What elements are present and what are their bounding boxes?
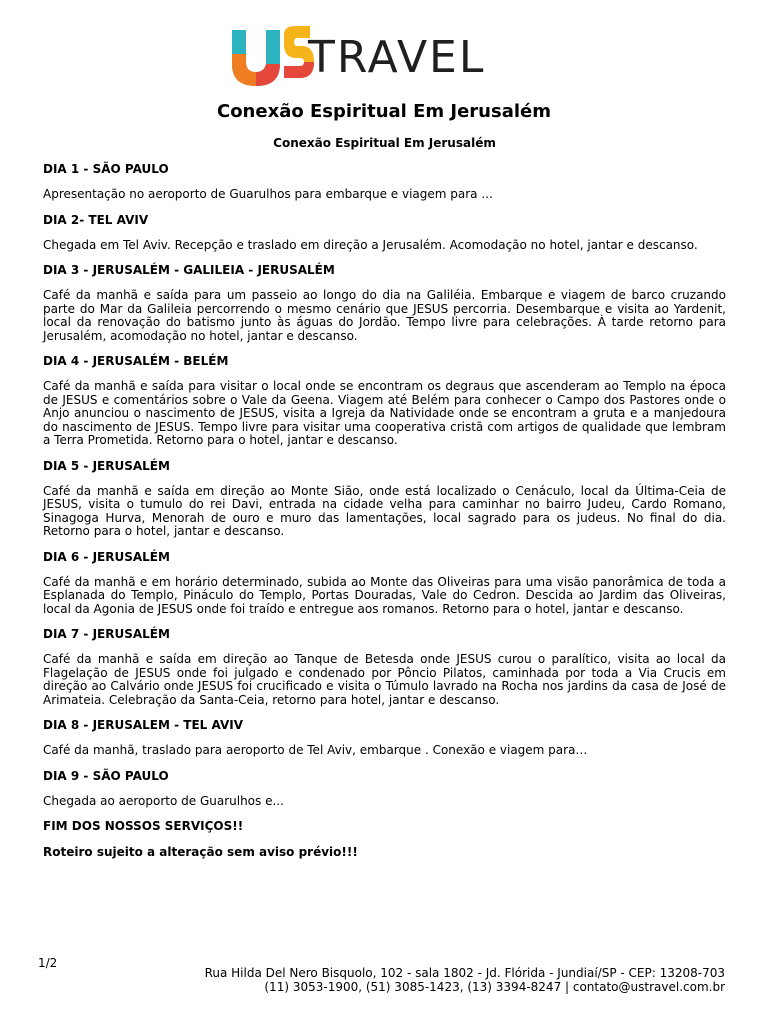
closing-disclaimer: Roteiro sujeito a alteração sem aviso prévio!!! <box>43 845 358 859</box>
footer-contact: (11) 3053-1900, (51) 3085-1423, (13) 3394-8247 | contato@ustravel.com.br <box>264 980 725 994</box>
day-heading: DIA 2- TEL AVIV <box>43 212 149 227</box>
day-description: Café da manhã e em horário determinado, subida ao Monte das Oliveiras para uma visão panorâmica de toda a Esplanada do Templo, Pináculo do Templo, Portas Douradas, Vale do Cedron. Descida ao Jardim das Oliveiras, local da Agonia de JESUS onde foi traído e entregue aos romanos. Retorno para o hotel, jantar e descanso. <box>43 574 726 616</box>
page-title: Conexão Espiritual Em Jerusalém <box>216 101 551 122</box>
day-description: Café da manhã e saída para um passeio ao longo do dia na Galiléia. Embarque e viagem de barco cruzando parte do Mar da Galileia percorrendo o mesmo cenário que JESUS percorria. Desembarque e visita ao Yardenit, local da renovação do batismo junto às águas do Jordão. Tempo livre para celebrações. À tarde retorno para Jerusalém, acomodação no hotel, jantar e descanso. <box>43 288 726 343</box>
day-description: Café da manhã, traslado para aeroporto de Tel Aviv, embarque . Conexão e viagem para… <box>43 743 588 757</box>
day-5 <box>43 459 726 539</box>
day-8 <box>43 718 726 758</box>
closing-services-end: FIM DOS NOSSOS SERVIÇOS!! <box>43 819 244 833</box>
day-heading: DIA 4 - JERUSALÉM - BELÉM <box>43 354 229 368</box>
day-4 <box>43 354 726 448</box>
day-heading: DIA 3 - JERUSALÉM - GALILEIA - JERUSALÉM <box>43 263 335 277</box>
day-heading: DIA 5 - JERUSALÉM <box>43 458 170 473</box>
day-heading: DIA 1 - SÃO PAULO <box>43 162 169 176</box>
document-subtitle: Conexão Espiritual Em Jerusalém <box>273 136 496 150</box>
day-description: Café da manhã e saída para visitar o local onde se encontram os degraus que ascenderam ao Templo na época de JESUS e comentários sobre o Vale da Geena. Viagem até Belém para conhecer o Campo dos Pastores onde o Anjo anunciou o nascimento de JESUS, visita a Igreja da Natividade onde se encontram a gruta e a manjedoura do nascimento de JESUS. Tempo livre para visitar uma cooperativa cristã com artigos de qualidade que lembram a Terra Prometida. Retorno para o hotel, jantar e descanso. <box>43 379 726 447</box>
day-9 <box>43 769 726 809</box>
us-logo-mark-icon <box>228 24 318 90</box>
day-description: Chegada em Tel Aviv. Recepção e traslado em direção a Jerusalém. Acomodação no hotel, jantar e descanso. <box>43 237 698 252</box>
day-6 <box>43 550 726 617</box>
day-3 <box>43 263 726 343</box>
day-description: Café da manhã e saída em direção ao Monte Sião, onde está localizado o Cenáculo, local da Última-Ceia de JESUS, visita o tumulo do rei Davi, entrada na cidade velha para caminhar no bairro Judeu, Cardo Romano, Sinagoga Hurva, Menorah de ouro e muro das lamentações, local sagrado para os judeus. No final do dia. Retorno para o hotel, jantar e descanso. <box>43 483 726 538</box>
ustravel-logo <box>228 24 540 90</box>
day-description: Apresentação no aeroporto de Guarulhos para embarque e viagem para ... <box>43 187 493 201</box>
day-heading: DIA 9 - SÃO PAULO <box>43 768 169 783</box>
day-description: Chegada ao aeroporto de Guarulhos e... <box>43 793 284 808</box>
footer <box>205 966 725 994</box>
day-heading: DIA 6 - JERUSALÉM <box>43 549 170 564</box>
day-2 <box>43 213 726 253</box>
day-description: Café da manhã e saída em direção ao Tanque de Betesda onde JESUS curou o paralítico, visita ao local da Flagelação de JESUS onde foi julgado e condenado por Pôncio Pilatos, caminhada por toda a Via Crucis em direção ao Calvário onde JESUS foi crucificado e visita o Túmulo lavrado na Rocha nos jardins da casa de José de Arimateia. Celebração da Santa-Ceia, retorno para hotel, jantar e descanso. <box>43 652 726 707</box>
day-1 <box>43 162 726 202</box>
day-heading: DIA 7 - JERUSALÉM <box>43 627 170 641</box>
page-number: 1/2 <box>38 956 58 970</box>
logo-text: TRAVEL <box>308 32 486 83</box>
itinerary-content <box>43 136 726 871</box>
footer-address: Rua Hilda Del Nero Bisquolo, 102 - sala 1802 - Jd. Flórida - Jundiaí/SP - CEP: 13208-703 <box>204 966 725 980</box>
day-heading: DIA 8 - JERUSALEM - TEL AVIV <box>43 718 243 732</box>
day-7 <box>43 627 726 707</box>
